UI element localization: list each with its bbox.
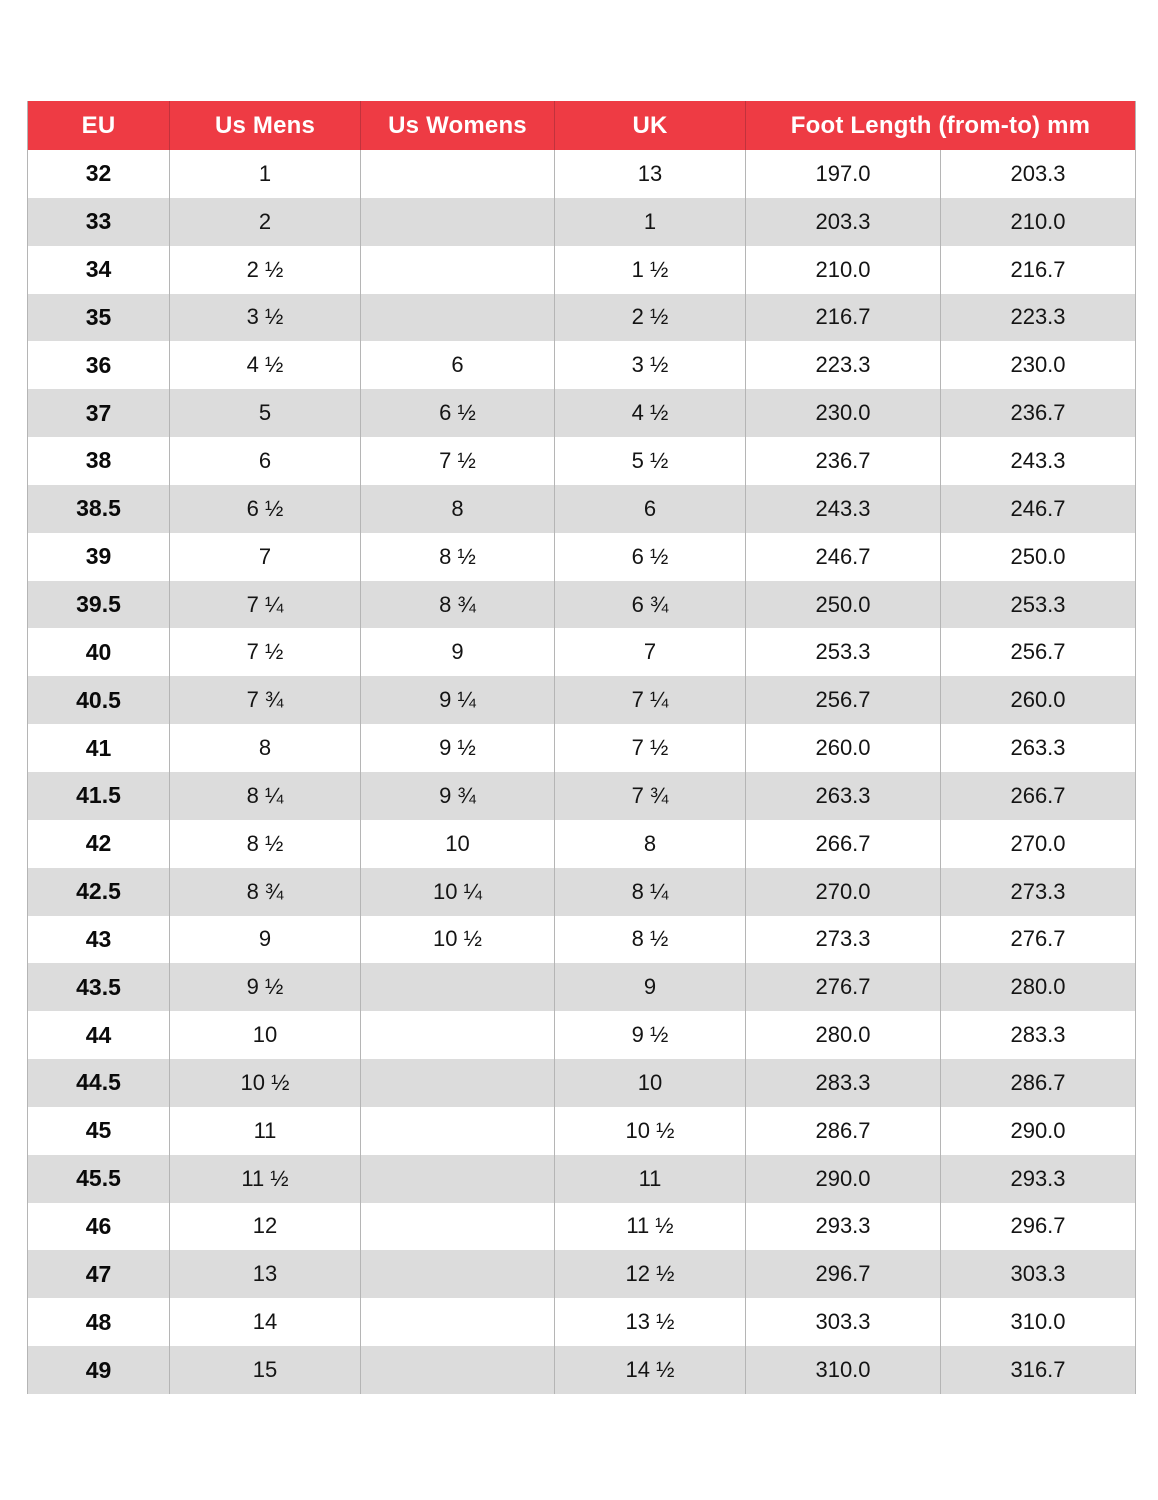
table-row bbox=[28, 150, 1136, 198]
cell-us-womens: 10 ½ bbox=[361, 916, 555, 964]
table-row bbox=[28, 1107, 1136, 1155]
cell-us-womens: 9 ¼ bbox=[361, 676, 555, 724]
cell-us-mens: 8 bbox=[170, 724, 361, 772]
cell-eu: 42.5 bbox=[28, 868, 170, 916]
cell-us-womens: 8 ½ bbox=[361, 533, 555, 581]
cell-foot-length-from: 236.7 bbox=[746, 437, 941, 485]
cell-foot-length-from: 223.3 bbox=[746, 341, 941, 389]
cell-us-womens bbox=[361, 150, 555, 198]
cell-eu: 43.5 bbox=[28, 963, 170, 1011]
col-header-foot-length: Foot Length (from-to) mm bbox=[746, 101, 1136, 150]
table-row bbox=[28, 1203, 1136, 1251]
cell-foot-length-to: 263.3 bbox=[941, 724, 1136, 772]
cell-us-womens bbox=[361, 246, 555, 294]
cell-foot-length-to: 286.7 bbox=[941, 1059, 1136, 1107]
cell-us-womens: 9 bbox=[361, 628, 555, 676]
cell-eu: 40 bbox=[28, 628, 170, 676]
cell-us-womens bbox=[361, 1107, 555, 1155]
table-row bbox=[28, 916, 1136, 964]
cell-uk: 10 bbox=[555, 1059, 746, 1107]
cell-us-mens: 5 bbox=[170, 389, 361, 437]
cell-eu: 42 bbox=[28, 820, 170, 868]
table-row bbox=[28, 724, 1136, 772]
cell-us-mens: 10 ½ bbox=[170, 1059, 361, 1107]
cell-foot-length-from: 270.0 bbox=[746, 868, 941, 916]
cell-foot-length-from: 293.3 bbox=[746, 1203, 941, 1251]
cell-eu: 41.5 bbox=[28, 772, 170, 820]
cell-foot-length-from: 250.0 bbox=[746, 581, 941, 629]
cell-us-womens: 7 ½ bbox=[361, 437, 555, 485]
cell-foot-length-from: 296.7 bbox=[746, 1250, 941, 1298]
cell-uk: 6 ¾ bbox=[555, 581, 746, 629]
cell-foot-length-to: 246.7 bbox=[941, 485, 1136, 533]
cell-eu: 40.5 bbox=[28, 676, 170, 724]
cell-us-womens bbox=[361, 1346, 555, 1394]
cell-us-mens: 7 ½ bbox=[170, 628, 361, 676]
cell-us-mens: 9 bbox=[170, 916, 361, 964]
cell-foot-length-from: 283.3 bbox=[746, 1059, 941, 1107]
cell-eu: 47 bbox=[28, 1250, 170, 1298]
table-row bbox=[28, 389, 1136, 437]
cell-us-mens: 7 ¼ bbox=[170, 581, 361, 629]
cell-foot-length-to: 303.3 bbox=[941, 1250, 1136, 1298]
cell-uk: 3 ½ bbox=[555, 341, 746, 389]
cell-eu: 34 bbox=[28, 246, 170, 294]
table-row bbox=[28, 485, 1136, 533]
cell-foot-length-to: 290.0 bbox=[941, 1107, 1136, 1155]
cell-uk: 8 ¼ bbox=[555, 868, 746, 916]
cell-foot-length-from: 260.0 bbox=[746, 724, 941, 772]
cell-foot-length-to: 210.0 bbox=[941, 198, 1136, 246]
cell-us-mens: 11 bbox=[170, 1107, 361, 1155]
cell-uk: 11 ½ bbox=[555, 1203, 746, 1251]
cell-uk: 7 ¼ bbox=[555, 676, 746, 724]
cell-eu: 49 bbox=[28, 1346, 170, 1394]
cell-us-mens: 6 ½ bbox=[170, 485, 361, 533]
cell-us-womens bbox=[361, 198, 555, 246]
cell-eu: 35 bbox=[28, 294, 170, 342]
cell-foot-length-from: 243.3 bbox=[746, 485, 941, 533]
cell-foot-length-to: 273.3 bbox=[941, 868, 1136, 916]
cell-us-mens: 8 ¾ bbox=[170, 868, 361, 916]
cell-us-mens: 8 ½ bbox=[170, 820, 361, 868]
cell-us-mens: 13 bbox=[170, 1250, 361, 1298]
cell-uk: 10 ½ bbox=[555, 1107, 746, 1155]
cell-us-womens: 9 ¾ bbox=[361, 772, 555, 820]
cell-uk: 13 ½ bbox=[555, 1298, 746, 1346]
cell-uk: 1 ½ bbox=[555, 246, 746, 294]
cell-us-mens: 14 bbox=[170, 1298, 361, 1346]
table-row bbox=[28, 628, 1136, 676]
cell-eu: 41 bbox=[28, 724, 170, 772]
table-row bbox=[28, 1059, 1136, 1107]
cell-uk: 9 ½ bbox=[555, 1011, 746, 1059]
cell-foot-length-from: 266.7 bbox=[746, 820, 941, 868]
cell-eu: 45.5 bbox=[28, 1155, 170, 1203]
cell-us-womens bbox=[361, 1250, 555, 1298]
cell-uk: 12 ½ bbox=[555, 1250, 746, 1298]
cell-foot-length-from: 256.7 bbox=[746, 676, 941, 724]
cell-us-mens: 6 bbox=[170, 437, 361, 485]
cell-eu: 48 bbox=[28, 1298, 170, 1346]
cell-eu: 46 bbox=[28, 1203, 170, 1251]
cell-foot-length-to: 276.7 bbox=[941, 916, 1136, 964]
cell-foot-length-from: 203.3 bbox=[746, 198, 941, 246]
cell-foot-length-to: 223.3 bbox=[941, 294, 1136, 342]
cell-us-womens: 8 ¾ bbox=[361, 581, 555, 629]
cell-us-mens: 7 ¾ bbox=[170, 676, 361, 724]
cell-foot-length-to: 253.3 bbox=[941, 581, 1136, 629]
cell-eu: 38 bbox=[28, 437, 170, 485]
cell-uk: 11 bbox=[555, 1155, 746, 1203]
table-row bbox=[28, 1250, 1136, 1298]
table-row bbox=[28, 868, 1136, 916]
table-row bbox=[28, 198, 1136, 246]
cell-foot-length-to: 280.0 bbox=[941, 963, 1136, 1011]
cell-us-mens: 1 bbox=[170, 150, 361, 198]
cell-uk: 1 bbox=[555, 198, 746, 246]
table-row bbox=[28, 341, 1136, 389]
cell-us-mens: 4 ½ bbox=[170, 341, 361, 389]
cell-us-womens bbox=[361, 1059, 555, 1107]
table-row bbox=[28, 437, 1136, 485]
cell-foot-length-from: 253.3 bbox=[746, 628, 941, 676]
cell-foot-length-to: 243.3 bbox=[941, 437, 1136, 485]
cell-eu: 37 bbox=[28, 389, 170, 437]
cell-eu: 44.5 bbox=[28, 1059, 170, 1107]
cell-uk: 13 bbox=[555, 150, 746, 198]
cell-us-mens: 10 bbox=[170, 1011, 361, 1059]
cell-us-womens bbox=[361, 1155, 555, 1203]
cell-foot-length-to: 310.0 bbox=[941, 1298, 1136, 1346]
cell-us-mens: 8 ¼ bbox=[170, 772, 361, 820]
cell-us-womens: 10 ¼ bbox=[361, 868, 555, 916]
cell-foot-length-from: 280.0 bbox=[746, 1011, 941, 1059]
cell-foot-length-to: 203.3 bbox=[941, 150, 1136, 198]
cell-foot-length-to: 296.7 bbox=[941, 1203, 1136, 1251]
cell-us-womens bbox=[361, 294, 555, 342]
cell-foot-length-from: 216.7 bbox=[746, 294, 941, 342]
table-row bbox=[28, 581, 1136, 629]
cell-uk: 7 ½ bbox=[555, 724, 746, 772]
header-row bbox=[28, 101, 1136, 150]
cell-uk: 7 bbox=[555, 628, 746, 676]
cell-eu: 45 bbox=[28, 1107, 170, 1155]
cell-uk: 8 bbox=[555, 820, 746, 868]
cell-foot-length-from: 286.7 bbox=[746, 1107, 941, 1155]
col-header-us-mens: Us Mens bbox=[170, 101, 361, 150]
cell-uk: 9 bbox=[555, 963, 746, 1011]
cell-us-mens: 12 bbox=[170, 1203, 361, 1251]
cell-us-mens: 2 bbox=[170, 198, 361, 246]
cell-foot-length-from: 210.0 bbox=[746, 246, 941, 294]
cell-uk: 5 ½ bbox=[555, 437, 746, 485]
cell-us-mens: 11 ½ bbox=[170, 1155, 361, 1203]
cell-foot-length-to: 316.7 bbox=[941, 1346, 1136, 1394]
cell-foot-length-to: 266.7 bbox=[941, 772, 1136, 820]
col-header-us-womens: Us Womens bbox=[361, 101, 555, 150]
cell-us-womens bbox=[361, 1298, 555, 1346]
cell-foot-length-from: 230.0 bbox=[746, 389, 941, 437]
cell-eu: 38.5 bbox=[28, 485, 170, 533]
cell-foot-length-to: 230.0 bbox=[941, 341, 1136, 389]
cell-uk: 2 ½ bbox=[555, 294, 746, 342]
cell-foot-length-from: 263.3 bbox=[746, 772, 941, 820]
col-header-eu: EU bbox=[28, 101, 170, 150]
cell-eu: 36 bbox=[28, 341, 170, 389]
cell-uk: 7 ¾ bbox=[555, 772, 746, 820]
cell-us-womens bbox=[361, 1203, 555, 1251]
cell-uk: 6 bbox=[555, 485, 746, 533]
table-row bbox=[28, 1346, 1136, 1394]
cell-eu: 39.5 bbox=[28, 581, 170, 629]
cell-foot-length-to: 250.0 bbox=[941, 533, 1136, 581]
cell-us-womens bbox=[361, 963, 555, 1011]
table-row bbox=[28, 246, 1136, 294]
cell-uk: 4 ½ bbox=[555, 389, 746, 437]
cell-uk: 6 ½ bbox=[555, 533, 746, 581]
cell-us-mens: 15 bbox=[170, 1346, 361, 1394]
cell-foot-length-to: 256.7 bbox=[941, 628, 1136, 676]
cell-foot-length-from: 310.0 bbox=[746, 1346, 941, 1394]
cell-us-womens bbox=[361, 1011, 555, 1059]
cell-uk: 14 ½ bbox=[555, 1346, 746, 1394]
cell-us-womens: 9 ½ bbox=[361, 724, 555, 772]
table-row bbox=[28, 963, 1136, 1011]
cell-foot-length-from: 273.3 bbox=[746, 916, 941, 964]
cell-foot-length-to: 293.3 bbox=[941, 1155, 1136, 1203]
cell-us-mens: 3 ½ bbox=[170, 294, 361, 342]
cell-foot-length-from: 246.7 bbox=[746, 533, 941, 581]
table-row bbox=[28, 533, 1136, 581]
cell-us-womens: 6 bbox=[361, 341, 555, 389]
table-row bbox=[28, 294, 1136, 342]
cell-foot-length-to: 216.7 bbox=[941, 246, 1136, 294]
cell-eu: 43 bbox=[28, 916, 170, 964]
cell-uk: 8 ½ bbox=[555, 916, 746, 964]
cell-eu: 39 bbox=[28, 533, 170, 581]
cell-foot-length-from: 197.0 bbox=[746, 150, 941, 198]
cell-us-mens: 2 ½ bbox=[170, 246, 361, 294]
cell-foot-length-to: 260.0 bbox=[941, 676, 1136, 724]
table-row bbox=[28, 772, 1136, 820]
size-table-body bbox=[28, 150, 1136, 1394]
cell-foot-length-from: 290.0 bbox=[746, 1155, 941, 1203]
table-row bbox=[28, 820, 1136, 868]
cell-foot-length-to: 270.0 bbox=[941, 820, 1136, 868]
cell-foot-length-from: 276.7 bbox=[746, 963, 941, 1011]
cell-foot-length-to: 236.7 bbox=[941, 389, 1136, 437]
cell-us-womens: 8 bbox=[361, 485, 555, 533]
table-row bbox=[28, 676, 1136, 724]
cell-us-womens: 10 bbox=[361, 820, 555, 868]
col-header-uk: UK bbox=[555, 101, 746, 150]
cell-us-womens: 6 ½ bbox=[361, 389, 555, 437]
shoe-size-table bbox=[27, 101, 1136, 1394]
cell-eu: 32 bbox=[28, 150, 170, 198]
cell-us-mens: 7 bbox=[170, 533, 361, 581]
cell-foot-length-to: 283.3 bbox=[941, 1011, 1136, 1059]
cell-us-mens: 9 ½ bbox=[170, 963, 361, 1011]
cell-eu: 33 bbox=[28, 198, 170, 246]
cell-eu: 44 bbox=[28, 1011, 170, 1059]
table-row bbox=[28, 1011, 1136, 1059]
cell-foot-length-from: 303.3 bbox=[746, 1298, 941, 1346]
table-row bbox=[28, 1298, 1136, 1346]
table-row bbox=[28, 1155, 1136, 1203]
